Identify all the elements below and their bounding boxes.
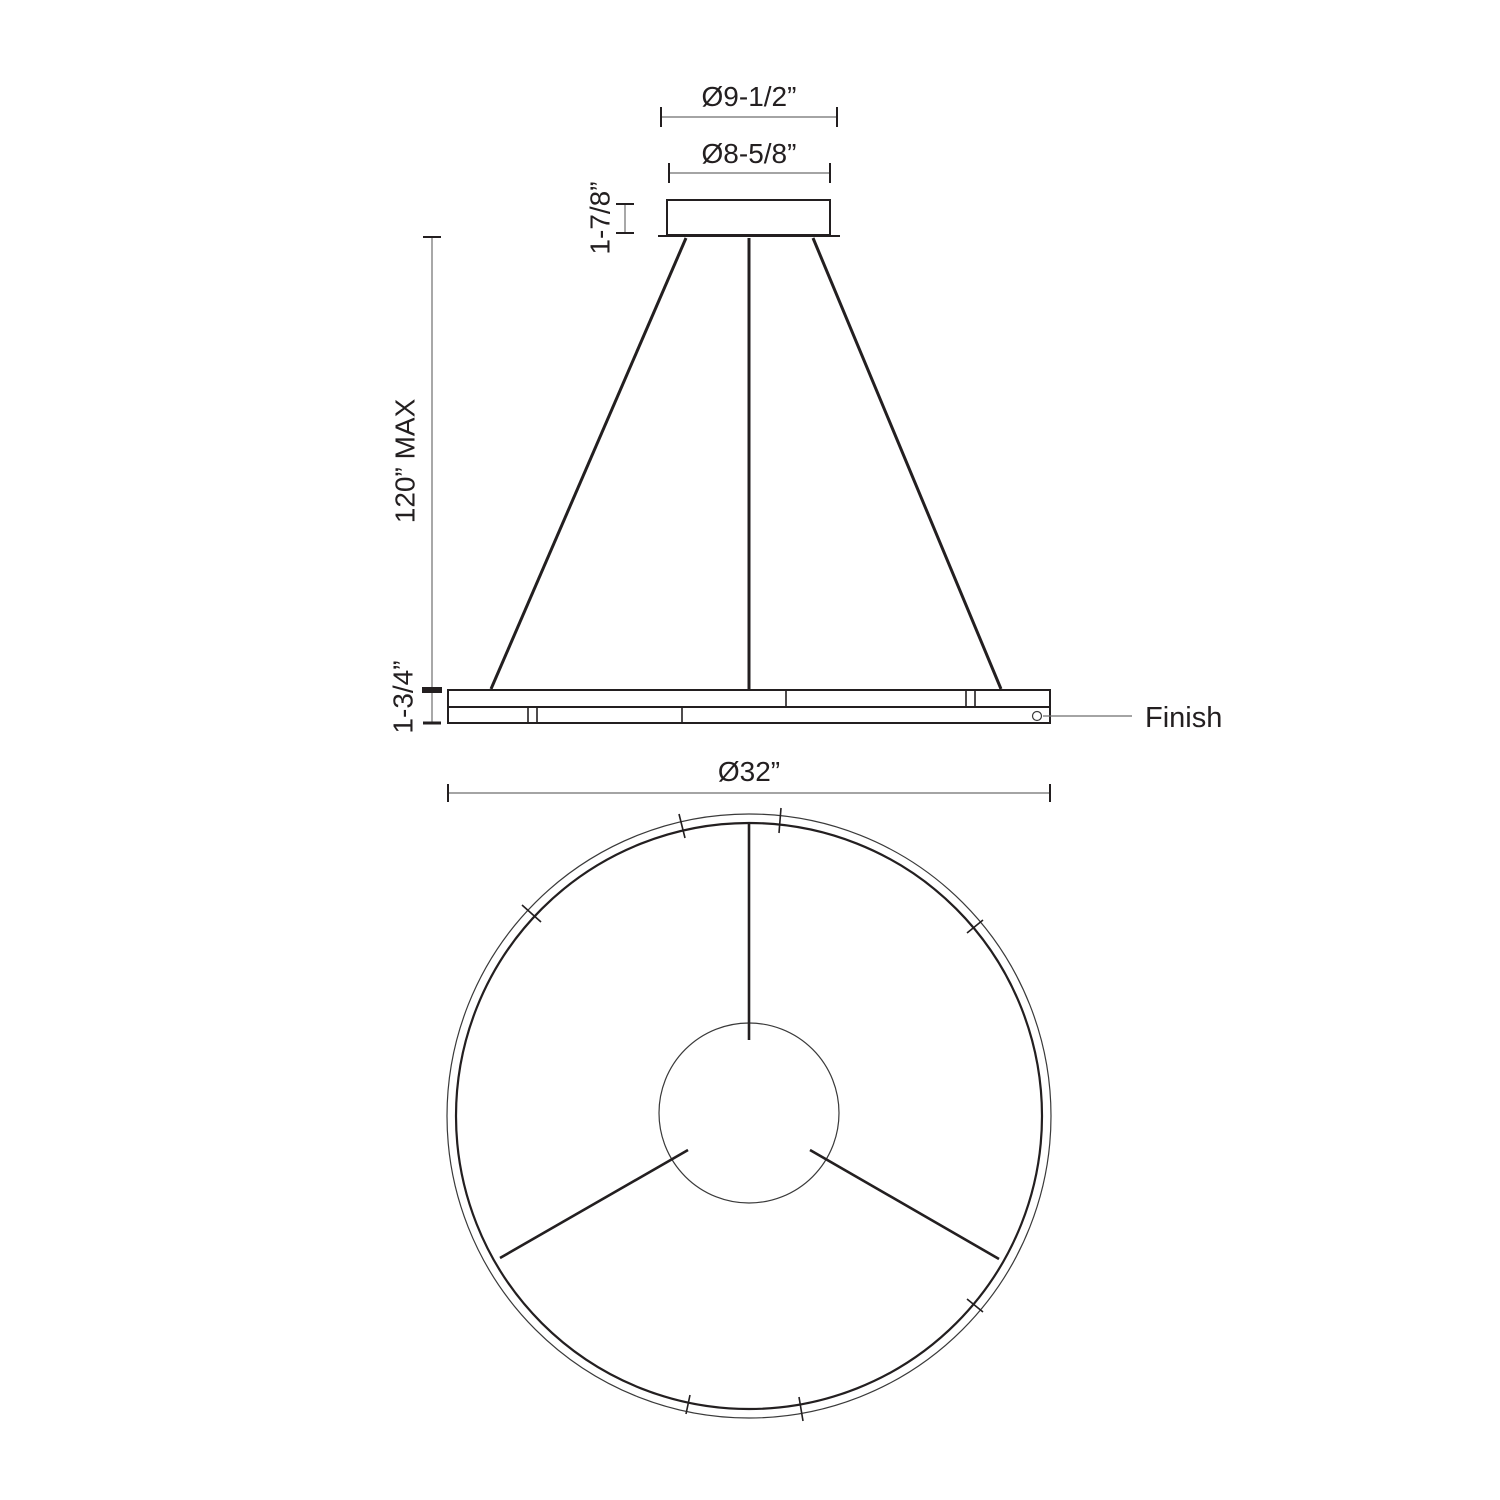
suspension-cable-right bbox=[813, 238, 1001, 689]
plan-view bbox=[447, 756, 1051, 1421]
spoke-lower-left bbox=[500, 1150, 688, 1258]
suspension-max-label: 120” MAX bbox=[389, 398, 421, 524]
ring-joint-tick bbox=[799, 1397, 803, 1421]
spoke-lower-right bbox=[810, 1150, 999, 1259]
suspension-cable-left bbox=[491, 238, 686, 689]
ring-joint-tick bbox=[779, 808, 781, 833]
canopy-height-label: 1-7/8” bbox=[584, 181, 616, 255]
elevation-view bbox=[388, 81, 1223, 734]
finish-callout-label: Finish bbox=[1145, 702, 1223, 734]
ring-joint-tick bbox=[679, 814, 685, 838]
canopy-outer-diameter-label: Ø9-1/2” bbox=[701, 81, 797, 112]
canopy-diameter-label: Ø8-5/8” bbox=[701, 138, 797, 169]
ring-diameter-label: Ø32” bbox=[717, 756, 781, 787]
ring-height-label: 1-3/4” bbox=[387, 660, 419, 734]
ring-joint-tick bbox=[686, 1395, 690, 1414]
canopy bbox=[667, 200, 830, 235]
center-hub-circle bbox=[659, 1023, 839, 1203]
finish-indicator-dot bbox=[1033, 712, 1042, 721]
